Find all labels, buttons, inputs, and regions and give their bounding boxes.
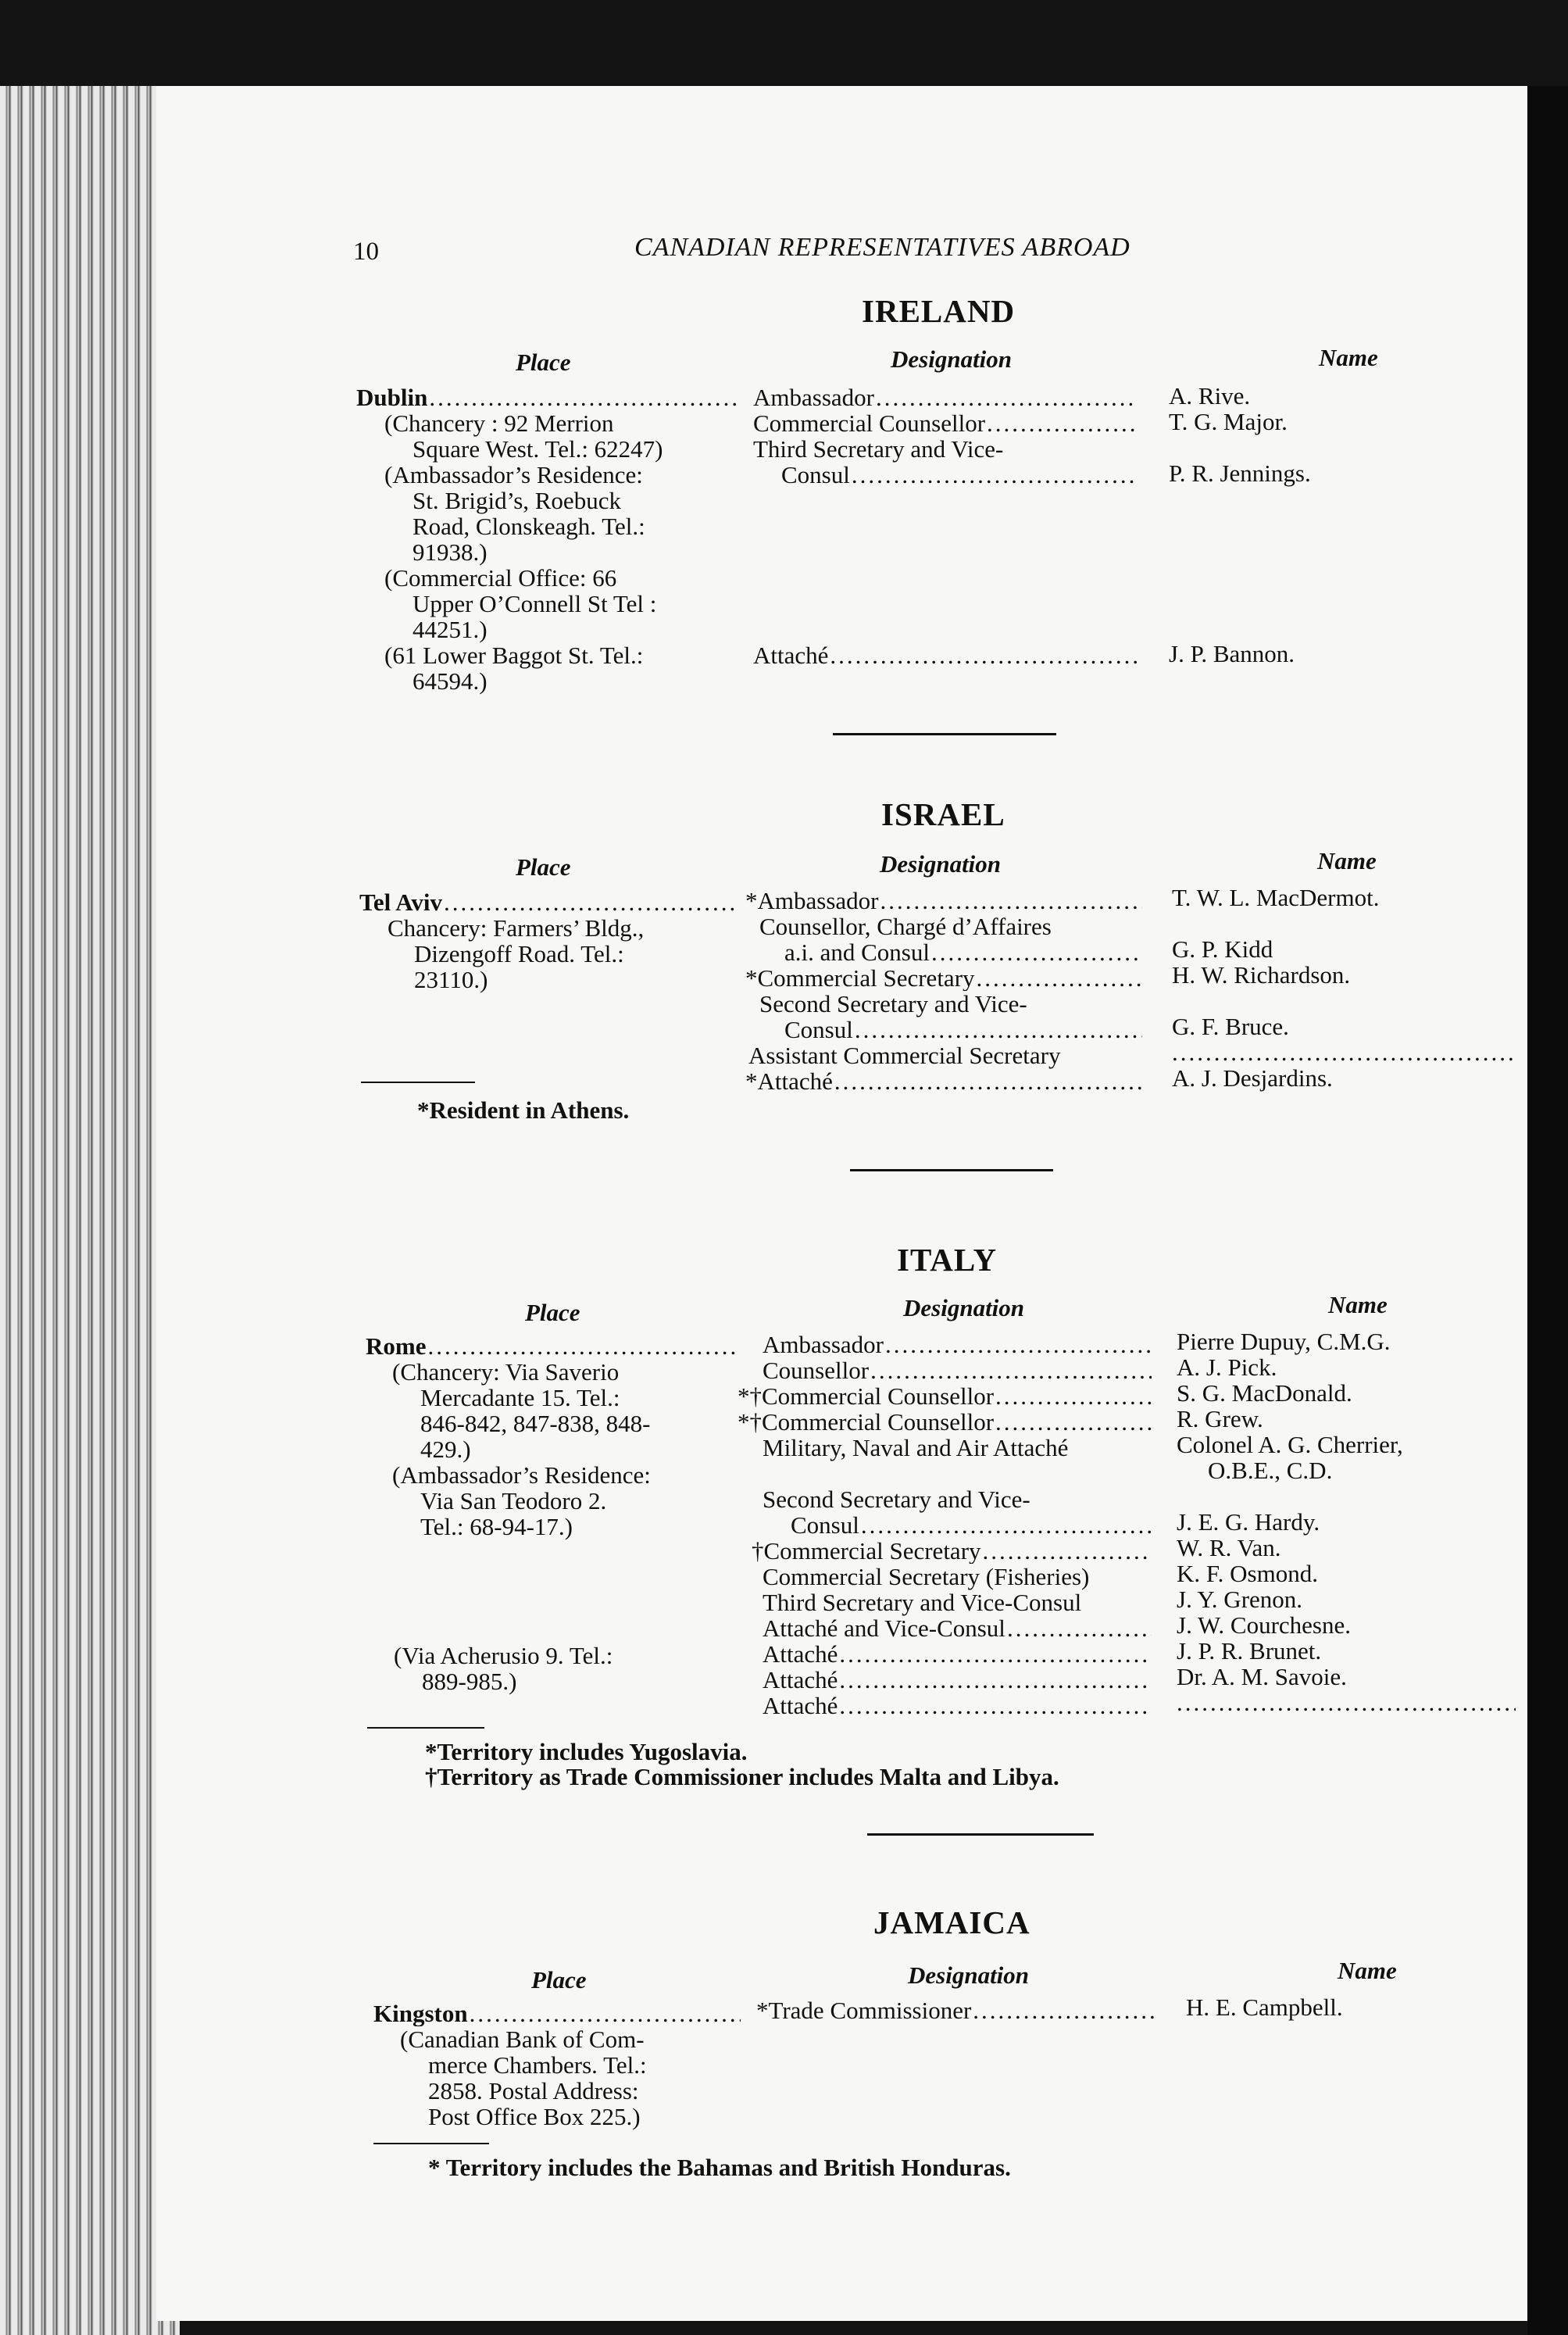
name-entry: T. G. Major.	[1169, 408, 1288, 435]
designation-entry: *†Commercial Counsellor .....	[738, 1383, 1152, 1409]
name-entry: J. Y. Grenon.	[1177, 1586, 1303, 1613]
designation-entry: Commercial Counsellor .....	[753, 410, 1138, 436]
place-line: (Chancery : 92 Merrion	[384, 409, 614, 437]
page-edge-shadow	[1527, 86, 1568, 2335]
place-line: Chancery: Farmers’ Bldg.,	[388, 914, 645, 942]
section-divider	[867, 1833, 1094, 1836]
column-header-name: Name	[1328, 1291, 1388, 1318]
designation-entry: Ambassador .....	[763, 1332, 1152, 1357]
footnote: *Territory includes Yugoslavia.	[425, 1738, 748, 1765]
name-entry: R. Grew.	[1177, 1405, 1263, 1432]
place-line: (61 Lower Baggot St. Tel.:	[384, 642, 644, 669]
place-line: 91938.)	[413, 538, 488, 566]
designation-entry: a.i. and Consul .....	[784, 939, 1142, 965]
designation-entry: Commercial Secretary (Fisheries)	[763, 1563, 1090, 1590]
place-city: Tel Aviv .....	[359, 889, 738, 915]
place-line: Square West. Tel.: 62247)	[413, 435, 663, 463]
footnote-rule	[367, 1727, 484, 1729]
place-line: 23110.)	[414, 966, 488, 993]
footnote: †Territory as Trade Commissioner includes Malta and Libya.	[425, 1763, 1059, 1790]
place-line: St. Brigid’s, Roebuck	[413, 487, 621, 514]
designation-entry: Third Secretary and Vice-	[753, 435, 1004, 463]
designation-entry: *Attaché .....	[745, 1068, 1142, 1094]
footnote-rule	[373, 2143, 489, 2144]
designation-entry: Ambassador .....	[753, 384, 1138, 410]
name-entry: G. P. Kidd	[1172, 935, 1273, 963]
name-entry: Dr. A. M. Savoie.	[1177, 1663, 1347, 1690]
place-line: (Ambassador’s Residence:	[392, 1461, 651, 1489]
column-header-place: Place	[516, 349, 571, 376]
place-line: Tel.: 68-94-17.)	[420, 1513, 573, 1540]
designation-entry: Attaché .....	[763, 1641, 1152, 1667]
place-line: (Ambassador’s Residence:	[384, 461, 643, 488]
designation-entry: Attaché .....	[753, 642, 1138, 668]
column-header-name: Name	[1319, 344, 1378, 371]
place-line: (Canadian Bank of Com-	[400, 2026, 645, 2053]
name-entry: Pierre Dupuy, C.M.G.	[1177, 1328, 1391, 1355]
designation-entry: Counsellor .....	[763, 1357, 1152, 1383]
name-entry: T. W. L. MacDermot.	[1172, 884, 1380, 911]
designation-entry: Consul .....	[781, 462, 1138, 488]
section-divider	[850, 1169, 1053, 1171]
section-divider	[833, 733, 1056, 735]
name-entry: K. F. Osmond.	[1177, 1560, 1318, 1587]
column-header-designation: Designation	[880, 850, 1002, 878]
column-header-place: Place	[531, 1966, 587, 1994]
section-title-jamaica: JAMAICA	[873, 1904, 1030, 1940]
designation-entry: Second Secretary and Vice-	[763, 1486, 1030, 1513]
designation-entry: Attaché .....	[763, 1693, 1152, 1718]
place-line: 429.)	[420, 1436, 471, 1463]
place-line: Via San Teodoro 2.	[420, 1487, 607, 1514]
name-entry: A. J. Desjardins.	[1172, 1064, 1333, 1092]
place-line: (Via Acherusio 9. Tel.:	[394, 1642, 613, 1669]
place-line: (Chancery: Via Saverio	[392, 1358, 620, 1386]
name-entry: H. E. Campbell.	[1186, 1994, 1343, 2021]
designation-entry: †Commercial Secretary .....	[752, 1538, 1152, 1564]
vacant-name-leader	[1177, 1690, 1516, 1715]
running-head: CANADIAN REPRESENTATIVES ABROAD	[634, 233, 1130, 262]
place-line: Upper O’Connell St Tel :	[413, 590, 657, 617]
place-line: 44251.)	[413, 616, 488, 643]
column-header-name: Name	[1338, 1957, 1397, 1984]
column-header-designation: Designation	[891, 345, 1013, 373]
designation-entry: Second Secretary and Vice-	[759, 990, 1027, 1017]
name-entry: J. E. G. Hardy.	[1177, 1508, 1320, 1536]
designation-entry: Assistant Commercial Secretary	[748, 1042, 1061, 1069]
section-title-italy: ITALY	[897, 1242, 998, 1278]
designation-entry: Consul .....	[784, 1017, 1142, 1042]
name-entry: J. W. Courchesne.	[1177, 1611, 1352, 1639]
designation-entry: Consul .....	[791, 1512, 1152, 1538]
column-header-designation: Designation	[908, 1961, 1030, 1989]
name-entry: H. W. Richardson.	[1172, 961, 1351, 989]
designation-entry: *Trade Commissioner .....	[756, 1997, 1158, 2023]
place-line: Post Office Box 225.)	[428, 2103, 641, 2130]
designation-entry: *Commercial Secretary .....	[745, 965, 1142, 991]
place-line: 64594.)	[413, 667, 488, 695]
name-entry: J. P. R. Brunet.	[1177, 1637, 1322, 1665]
name-entry: W. R. Van.	[1177, 1534, 1281, 1561]
designation-entry: Third Secretary and Vice-Consul	[763, 1589, 1082, 1616]
vacant-name-leader	[1172, 1039, 1516, 1065]
column-header-place: Place	[525, 1299, 580, 1326]
place-line: Dizengoff Road. Tel.:	[414, 940, 624, 967]
place-line: 889-985.)	[422, 1668, 517, 1695]
book-binding	[0, 86, 180, 2335]
section-title-israel: ISRAEL	[881, 796, 1005, 832]
name-entry: O.B.E., C.D.	[1208, 1457, 1333, 1484]
place-line: Mercadante 15. Tel.:	[420, 1384, 620, 1411]
column-header-place: Place	[516, 853, 571, 881]
place-line: merce Chambers. Tel.:	[428, 2051, 647, 2079]
section-title-ireland: IRELAND	[862, 293, 1016, 329]
name-entry: A. J. Pick.	[1177, 1353, 1277, 1381]
place-city: Rome .....	[366, 1333, 738, 1359]
place-line: 846-842, 847-838, 848-	[420, 1410, 651, 1437]
name-entry: Colonel A. G. Cherrier,	[1177, 1431, 1403, 1458]
designation-entry: Attaché .....	[763, 1667, 1152, 1693]
column-header-name: Name	[1317, 847, 1377, 874]
place-line: 2858. Postal Address:	[428, 2077, 639, 2104]
name-entry: P. R. Jennings.	[1169, 459, 1311, 487]
footnote: * Territory includes the Bahamas and British Honduras.	[428, 2154, 1011, 2181]
place-city: Kingston .....	[373, 2001, 741, 2026]
name-entry: S. G. MacDonald.	[1177, 1379, 1352, 1407]
place-city: Dublin .....	[356, 384, 739, 410]
place-line: Road, Clonskeagh. Tel.:	[413, 513, 645, 540]
place-line: (Commercial Office: 66	[384, 564, 617, 592]
footnote: *Resident in Athens.	[417, 1096, 630, 1124]
name-entry: J. P. Bannon.	[1169, 640, 1295, 667]
designation-entry: Military, Naval and Air Attaché	[763, 1434, 1069, 1461]
designation-entry: *Ambassador .....	[745, 888, 1142, 914]
name-entry: G. F. Bruce.	[1172, 1013, 1289, 1040]
designation-entry: Counsellor, Chargé d’Affaires	[759, 913, 1052, 940]
designation-entry: Attaché and Vice-Consul .....	[763, 1615, 1152, 1641]
column-header-designation: Designation	[903, 1294, 1025, 1321]
designation-entry: *†Commercial Counsellor .....	[738, 1409, 1152, 1435]
page-number: 10	[353, 238, 379, 266]
footnote-rule	[361, 1082, 475, 1083]
name-entry: A. Rive.	[1169, 382, 1251, 409]
